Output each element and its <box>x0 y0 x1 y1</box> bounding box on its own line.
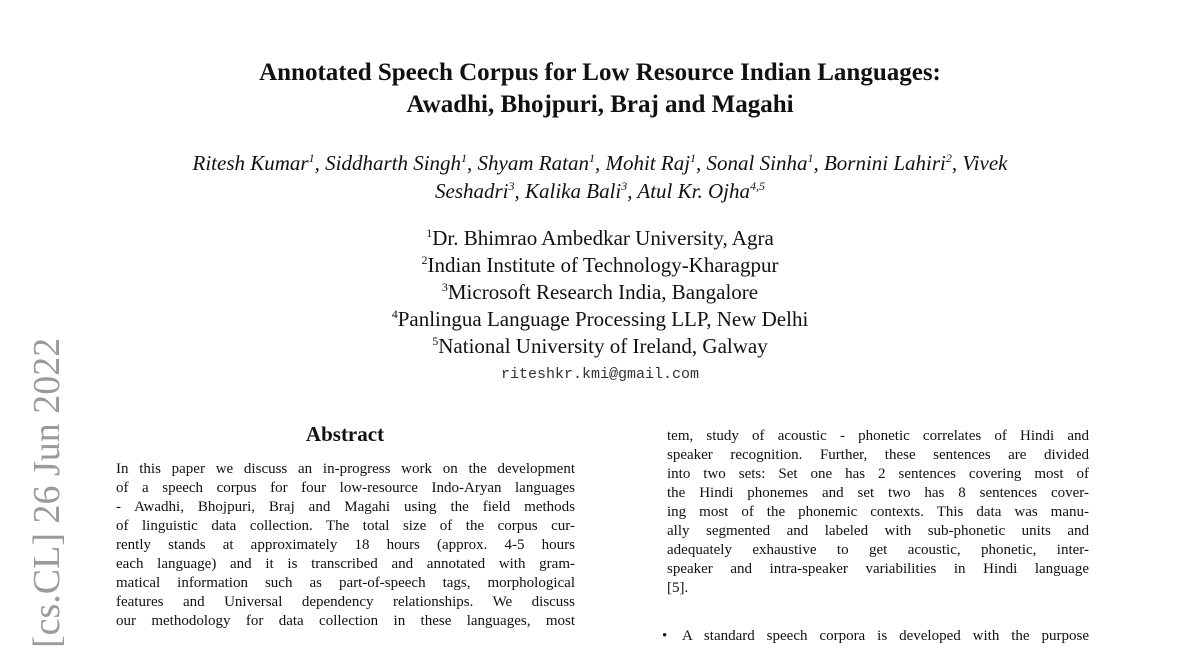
text-line: ally segmented and labeled with sub-phonetic units and <box>667 523 1089 539</box>
author-name: Shyam Ratan <box>477 151 589 175</box>
affiliation-text: Dr. Bhimrao Ambedkar University, Agra <box>432 226 774 250</box>
author-name: Seshadri <box>435 179 509 203</box>
text-line: each language) and it is transcribed and annotated with gram- <box>116 556 575 572</box>
affiliation <box>0 306 1200 333</box>
text-line: speaker recognition. Further, these sentences are divided <box>667 447 1089 463</box>
text-line: tem, study of acoustic - phonetic correlates of Hindi and <box>667 428 1089 444</box>
paper-title <box>0 57 1200 121</box>
author-name: Ritesh Kumar <box>192 151 309 175</box>
author-name: Sonal Sinha <box>706 151 808 175</box>
affiliation-mark: 3 <box>441 280 448 294</box>
text-line: of linguistic data collection. The total size of the corpus cur- <box>116 518 575 534</box>
affiliation <box>0 333 1200 360</box>
affiliation-mark: 1 <box>426 226 433 240</box>
author-affil-mark: 3 <box>508 179 515 193</box>
author-name: Atul Kr. Ojha <box>637 179 750 203</box>
text-line: speaker and intra-speaker variabilities in Hindi language <box>667 561 1089 577</box>
text-line: our methodology for data collection in these languages, most <box>116 613 575 629</box>
text-line: adequately exhaustive to get acoustic, phonetic, inter- <box>667 542 1089 558</box>
author-affil-mark: 3 <box>621 179 628 193</box>
text-line: the Hindi phonemes and set two has 8 sentences cover- <box>667 485 1089 501</box>
affiliation <box>0 225 1200 252</box>
text-line: [5]. <box>667 580 689 596</box>
affiliation-list <box>0 225 1200 360</box>
affiliation-text: National University of Ireland, Galway <box>438 334 768 358</box>
affiliation <box>0 279 1200 306</box>
arxiv-side-stamp: [cs.CL] 26 Jun 2022 <box>26 337 68 648</box>
affiliation-text: Panlingua Language Processing LLP, New Delhi <box>397 307 809 331</box>
title-line-2: Awadhi, Bhojpuri, Braj and Magahi <box>406 91 794 118</box>
affiliation-text: Microsoft Research India, Bangalore <box>447 280 759 304</box>
author-affil-mark: 1 <box>690 151 697 165</box>
text-line: In this paper we discuss an in-progress work on the development <box>116 461 575 477</box>
text-line: matical information such as part-of-speech tags, morphological <box>116 575 575 591</box>
right-column-body <box>667 427 1089 598</box>
author-name: Kalika Bali <box>525 179 622 203</box>
contact-email[interactable]: riteshkr.kmi@gmail.com <box>500 366 700 383</box>
author-affil-mark: 1 <box>588 151 595 165</box>
abstract-body <box>116 460 575 631</box>
author-affil-mark: 4,5 <box>749 179 765 193</box>
abstract-heading: Abstract <box>305 422 385 446</box>
author-line-1: Ritesh Kumar$^1$, Siddharth Singh$^1$, Shyam Ratan$^1$, Mohit Raj$^1$, Sonal Sinha$^1$, Bornini Lahiri$^2$, Vivek <box>192 151 1008 175</box>
author-list <box>0 149 1200 205</box>
text-line: of a speech corpus for four low-resource Indo-Aryan languages <box>116 480 575 496</box>
author-name: Mohit Raj <box>605 151 691 175</box>
author-name: Bornini Lahiri <box>823 151 946 175</box>
affiliation <box>0 252 1200 279</box>
author-affil-mark: 1 <box>308 151 315 165</box>
affiliation-mark: 4 <box>391 307 398 321</box>
author-name: Vivek <box>962 151 1008 175</box>
author-affil-mark: 2 <box>945 151 952 165</box>
affiliation-text: Indian Institute of Technology-Kharagpur <box>427 253 779 277</box>
bullet-icon: • <box>662 628 668 644</box>
text-line: rently stands at approximately 18 hours (approx. 4-5 hours <box>116 537 575 553</box>
text-line: features and Universal dependency relationships. We discuss <box>116 594 575 610</box>
text-line: into two sets: Set one has 2 sentences covering most of <box>667 466 1089 482</box>
bullet-item <box>662 627 1089 646</box>
affiliation-mark: 5 <box>432 334 439 348</box>
author-affil-mark: 1 <box>807 151 814 165</box>
bullet-text: A standard speech corpora is developed with the purpose <box>682 628 1089 644</box>
title-line-1: Annotated Speech Corpus for Low Resource Indian Languages: <box>259 59 941 86</box>
affiliation-mark: 2 <box>421 253 428 267</box>
author-affil-mark: 1 <box>461 151 468 165</box>
text-line: ing most of the phonemic contexts. This data was manu- <box>667 504 1089 520</box>
author-name: Siddharth Singh <box>325 151 462 175</box>
author-line-2: Seshadri$^3$, Kalika Bali$^3$, Atul Kr. Ojha$^{4,5}$ <box>435 179 765 203</box>
text-line: - Awadhi, Bhojpuri, Braj and Magahi using the field methods <box>116 499 575 515</box>
